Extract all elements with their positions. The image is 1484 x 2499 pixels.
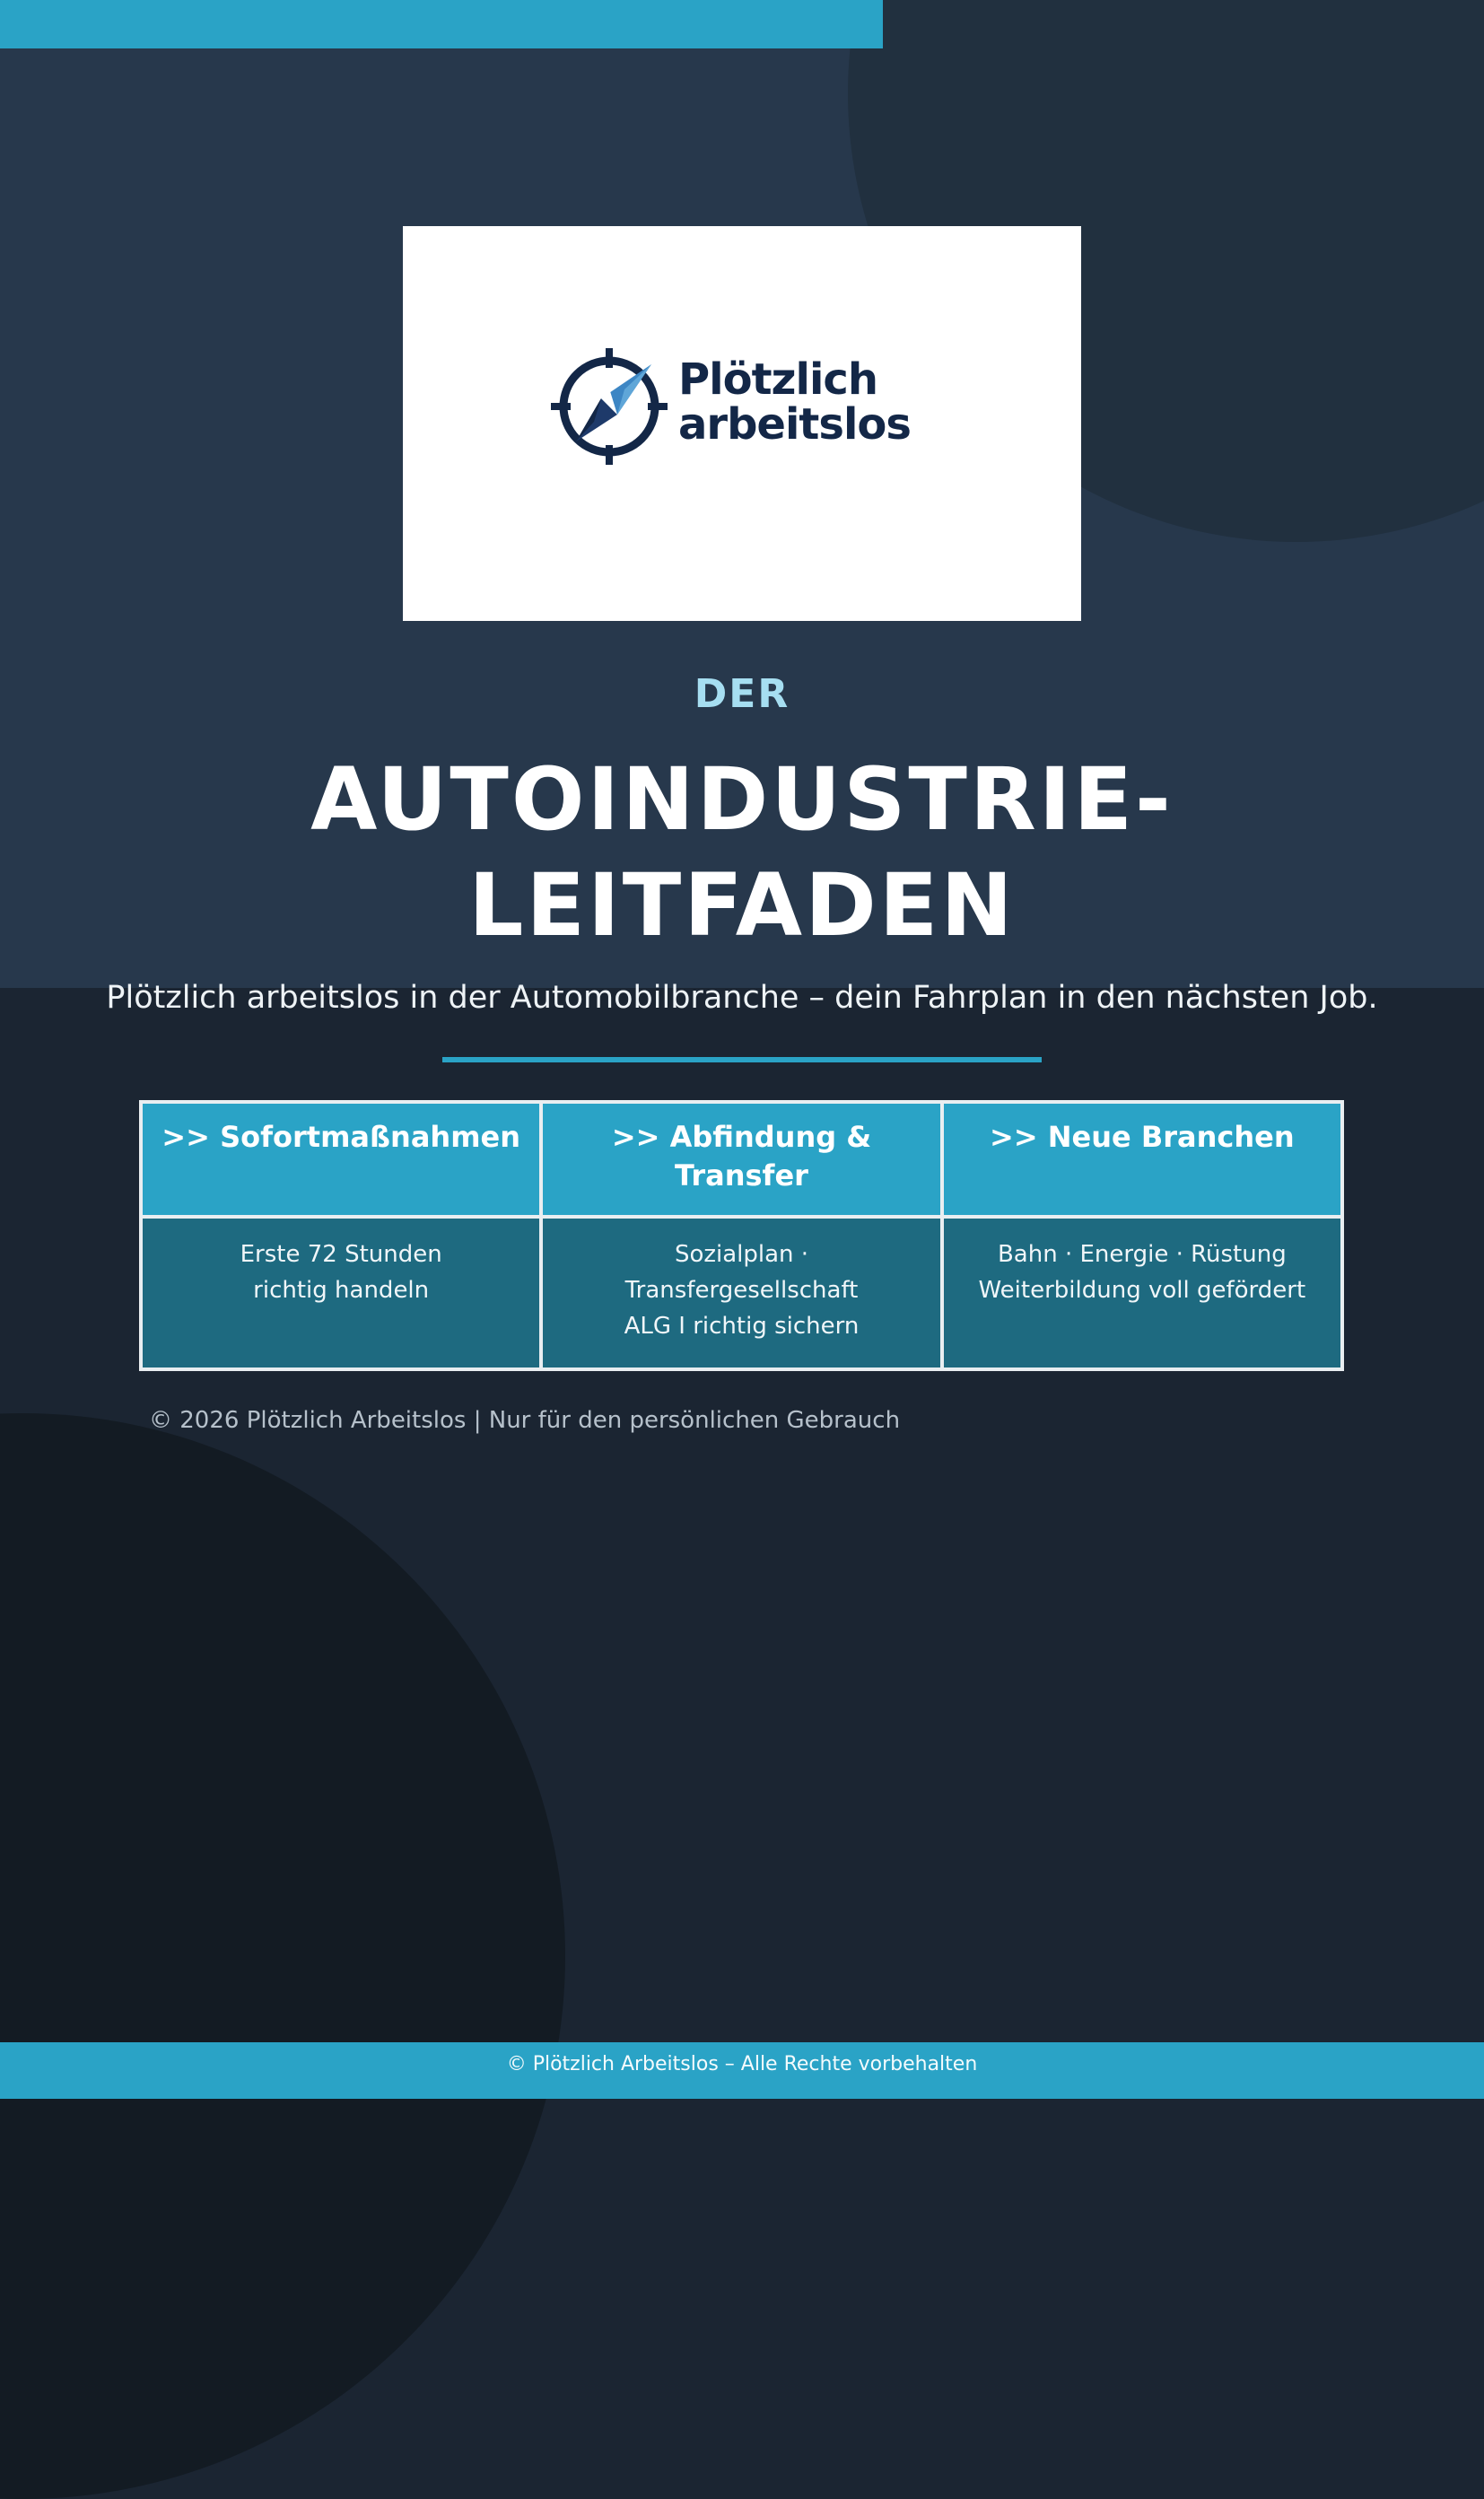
feature-header-neue-branchen: >> Neue Branchen xyxy=(942,1102,1342,1217)
footer-bar: © Plötzlich Arbeitslos – Alle Rechte vorbehalten xyxy=(0,2042,1484,2099)
feature-detail-neue-branchen xyxy=(942,1217,1342,1369)
feature-table xyxy=(139,1100,1344,1371)
logo-wordmark xyxy=(678,354,911,450)
kicker-text: DER xyxy=(694,671,790,717)
detail-line: ALG I richtig sichern xyxy=(624,1313,860,1340)
detail-line: Bahn · Energie · Rüstung xyxy=(997,1241,1287,1268)
logo-line-1: Plötzlich xyxy=(678,354,878,405)
page-title xyxy=(0,747,1484,958)
feature-detail-sofortmassnahmen xyxy=(141,1217,541,1369)
table-header-row xyxy=(141,1102,1342,1217)
detail-line: Weiterbildung voll gefördert xyxy=(978,1277,1306,1304)
detail-line: richtig handeln xyxy=(253,1277,430,1304)
feature-header-abfindung: >> Abfindung & Transfer xyxy=(541,1102,941,1217)
title-line-2: LEITFADEN xyxy=(468,855,1016,956)
logo-card xyxy=(403,226,1081,621)
compass-icon xyxy=(551,348,668,465)
title-line-1: AUTOINDUSTRIE- xyxy=(310,749,1174,850)
copyright-notice: © 2026 Plötzlich Arbeitslos | Nur für den persönlichen Gebrauch xyxy=(149,1407,901,1434)
subtitle: Plötzlich arbeitslos in der Automobilbranche – dein Fahrplan in den nächsten Job. xyxy=(106,980,1378,1016)
accent-divider xyxy=(442,1057,1042,1062)
decorative-circle-bottom xyxy=(0,1413,565,2499)
feature-detail-abfindung xyxy=(541,1217,941,1369)
detail-line: Transfergesellschaft xyxy=(624,1277,859,1304)
feature-header-sofortmassnahmen: >> Sofortmaßnahmen xyxy=(141,1102,541,1217)
table-row xyxy=(141,1217,1342,1369)
logo-line-2: arbeitslos xyxy=(678,399,911,450)
detail-line: Erste 72 Stunden xyxy=(240,1241,442,1268)
detail-line: Sozialplan · xyxy=(674,1241,809,1268)
top-accent-bar xyxy=(0,0,883,48)
